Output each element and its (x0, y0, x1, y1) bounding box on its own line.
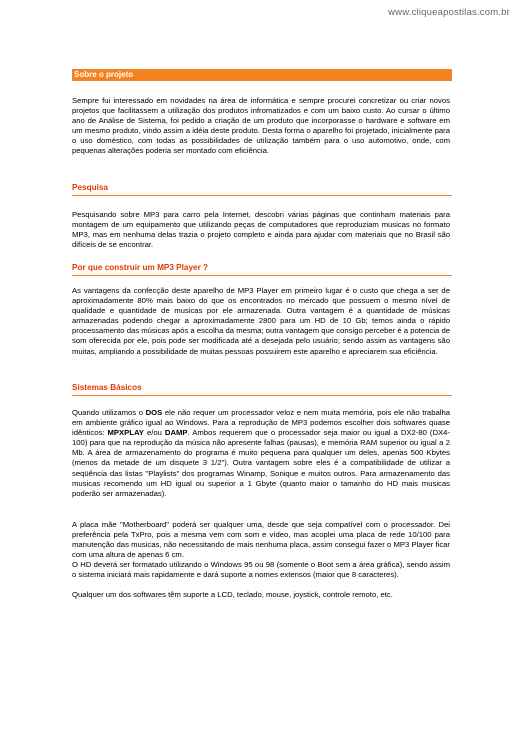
section-title-sistemas: Sistemas Básicos (72, 383, 142, 392)
text-run: . Ambos requerem que o processador seja maior ou igual a DX2-80 (DX4-100) para que na reprodução da música não apresente falhas (pausas), e memória RAM superior ou igual a 2 Mb. A área de armazenamento do programa é muito pequena para qualquer um deles, apenas 500 Kbytes (menos da metade de um disquete 3 1/2"). Outra vantagem sobre eles é a compatibilidade de utilizar a seqüência das listas "Playlists" dos programas Winamp, Sonique e muitos outros. Para armazenamento das musicas recomendo um HD igual ou superior a 1 Gbyte (quanto maior o tamanho do HD mais musicas poderão ser armazenadas). (72, 428, 451, 498)
paragraph-sistemas-1 (72, 408, 450, 499)
divider (72, 395, 452, 396)
text-run: e/ou (143, 428, 165, 438)
paragraph-sistemas-3: O HD deverá ser formatado utilizando o Windows 95 ou 98 (somente o Boot sem a área gráfica), sendo assim o sistema iniciará mais rapidamente e dará suporte a nomes extensos (maior que 8 caracteres). (72, 560, 450, 580)
text-run: ele não requer um processador veloz e nem muita memória, pois ele não trabalha em ambiente gráfico igual ao Windows. Para a reprodução de MP3 podemos escolher dois softwares quase idênticos: (72, 408, 451, 438)
section-title-sobre: Sobre o projeto (74, 70, 134, 79)
section-title-porque: Por que construir um MP3 Player ? (72, 263, 209, 272)
divider (72, 195, 452, 196)
paragraph-pesquisa: Pesquisando sobre MP3 para carro pela Internet, descobri várias páginas que continham materiais para montagem de um equipamento que utilizando peças de computadores que reproduziam musicas no formato MP3, mas em nenhuma delas trazia o projeto completo e ainda para ajudar com materiais que no Brasil são difíceis de se encontrar. (72, 210, 450, 250)
paragraph-sobre: Sempre fui interessado em novidades na área de informática e sempre procurei concretizar ou criar novos projetos que facilitassem a utilização dos produtos infromatizados e com um baixo custo. Ao cursar o último ano de Análise de Sistema, foi pedido a criação de um produto que incorporasse o hardware e software em um mesmo produto, vindo assim a idéia deste produto. Desta forma o aparelho foi projetado, inicialmente para o uso doméstico, com todas as possibilidades de utilização também para o uso automotivo, onde, com pequenas alterações poderia ser montado com eficiência. (72, 96, 450, 156)
bold-mpxplay: MPXPLAY (107, 428, 144, 438)
section-title-pesquisa: Pesquisa (72, 183, 108, 192)
paragraph-porque: As vantagens da confecção deste aparelho de MP3 Player em primeiro lugar é o custo que chega a ser de aproximadamente 80% mais baixo do que os encontrados no mercado que possuem o mesmo nível de qualidade e quantidade de musicas por ele armazenada. Outra vantagem é a quantidade de músicas armazenadas podendo chegar a aproximadamente 2800 para um HD de 10 Gb; temos ainda o rápido processamento das músicas após a escolha da mesma; outra vantagem que consigo perceber é a potencia de som oferecida por ele, pois pode ser modificada até a desejada pelo usuário; sendo assim as vantagens são muitas, ampliando a possibilidade de muitas pessoas possuirem este aparelho e apreciarem sua eficiência. (72, 286, 450, 356)
bold-damp: DAMP (164, 428, 188, 438)
paragraph-sistemas-2: A placa mãe "Motherboard" poderá ser qualquer uma, desde que seja compatível com o processador. Dei preferência pela TxPro, pois a mesma vem com som e vídeo, mas acoplei uma placa de rede 10/100 para manutenção das musicas, não necessitando de mais nenhuma placa, assim consegui fazer o MP3 Player ficar com uma altura de apenas 6 cm. (72, 520, 450, 560)
site-watermark[interactable]: www.cliqueapostilas.com.br (388, 7, 510, 18)
text-run: Quando utilizamos o (72, 408, 146, 417)
paragraph-sistemas-4: Qualquer um dos softwares têm suporte a LCD, teclado, mouse, joystick, controle remoto, etc. (72, 590, 393, 599)
divider (72, 275, 452, 276)
bold-dos: DOS (145, 408, 163, 417)
section-banner-sobre (72, 69, 452, 81)
